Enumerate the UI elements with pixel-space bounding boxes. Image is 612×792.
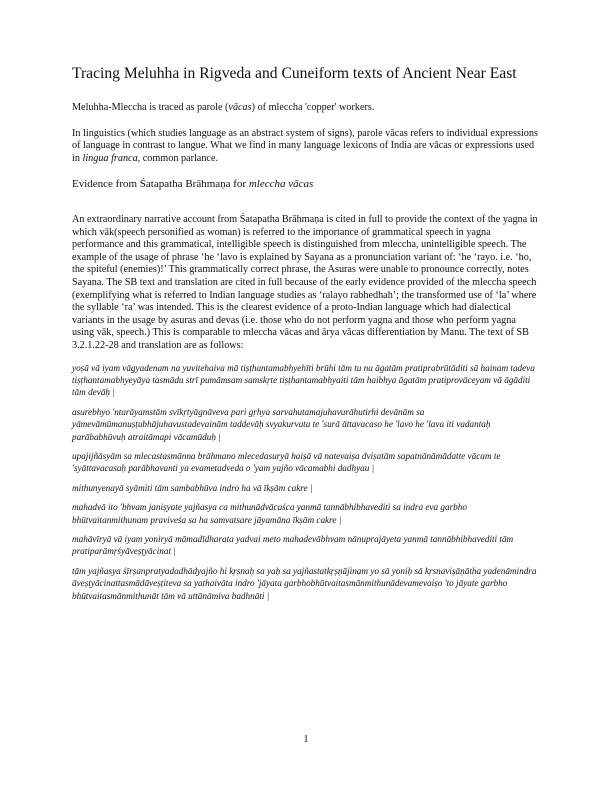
verse-3: upajijñāsyām sa mlecastasmānna brāhmano mlecedasuryā haiṣā vā natevaiṣa dviṣatām sapatnānāmādatte vācam te 'syāttavacasaḥ parābhavanti ya evametadveda o 'yam yajño vācamabhi dadhyau |: [72, 450, 501, 474]
evidence-heading: [72, 178, 540, 191]
page-number: 1: [303, 734, 309, 745]
linguistics-paragraph: [72, 128, 540, 166]
linguistics-text-em: lingua franca: [82, 152, 138, 164]
subtitle-text-pre: Meluhha-Mleccha is traced as parole (: [72, 102, 229, 113]
subtitle-paragraph: [72, 102, 540, 115]
subtitle-text-post: ) of mleccha 'copper' workers.: [251, 102, 375, 113]
linguistics-text-post: , common parlance.: [137, 152, 219, 164]
verse-5: mahadvā ito 'bhvam janiṣyate yajñasya ca mithunādvācaśca yanmā tannābhibhavediti sa indra eva garbho bhūtvaitanmithunam praviveśa sa ha samvatsare jāyamāna īkṣām cakre |: [72, 502, 467, 525]
evidence-text-em: mleccha vācas: [248, 178, 314, 191]
linguistics-text-pre: In linguistics (which studies language as an abstract system of signs), parole vācas refers to individual expressions of language in contrast to langue. What we find in many language lexicons of India are vācas or expressions used in: [72, 127, 538, 164]
main-paragraph: An extraordinary narrative account from Śatapatha Brāhmaṇa is cited in full to provide the context of the yagna in which vāk(speech personified as woman) is referred to the importance of grammatical speech in yagna performance and this grammatical, intelligible speech is distinguished from mleccha, unintelligible speech. The example of the usage of phrase ‘he ‘lavo is explained by Sayana as a pronunciation variant of: ‘he ‘rayo. i.e. ‘ho, the spiteful (enemies)!’ This grammatically correct phrase, the Asuras were unable to pronounce correctly, notes Sayana. The SB text and translation are cited in full because of the early evidence provided of the mleccha speech (exemplifying what is referred to Indian language studies as ‘ralayo rabhedhah’; the transformed use of ‘la’ where the syllable ‘ra’ was intended. This is the clearest evidence of a proto-Indian language which had dialectical variants in the usage by asuras and devas (i.e. those who do not perform yagna and those who perform yagna using vāk, speech.) This is comparable to mleccha vācas and ārya vācas differentiation by Manu. The text of SB 3.2.1.22-28 and translation are as follows:: [72, 213, 538, 351]
document-page: [72, 64, 540, 602]
verse-4: mithunyenayā syāmiti tām sambabhūva indro ha vā īkṣām cakre |: [72, 482, 313, 493]
document-title: Tracing Meluhha in Rigveda and Cuneiform texts of Ancient Near East: [72, 65, 517, 82]
verse-6: mahāvīryā vā iyam yoniryā māmadīdharata yadvai meto mahadevābhvam nānuprajāyeta yanmā tannābhibhavediti tām pratiparāmṛśyāveṣṭyācinat |: [72, 533, 514, 557]
verse-2: asurebhyo 'ntarāyamstām svīkṛtyāgnāveva pari gṛhya sarvahutamajuhavurāhutirhi devānām sa yāmevāmūmanuṣṭubhājuhavustadevainām taddevāḥ svyakurvata te 'surā āttavacaso he 'lavo he 'lava iti vadantaḥ parābabhūvuḥ atraitāmapi vācamūduḥ |: [72, 406, 491, 442]
evidence-text-pre: Evidence from Śatapatha Brāhmaṇa for: [72, 178, 249, 191]
verse-1: yoṣā vā iyam vāgyadenam na yuvitehaiva mā tiṣṭhantamabhyehīti brūhi tām tu na āgatām pratiprabrūtāditi sā hainam tadeva tiṣṭhantamabhyeyāya tasmādu strī pumāmsam samskṛte tiṣṭhantamabhyaiti tām haibhya āgatām pratiprovāceyam vā āgāditi tām devāḥ |: [72, 362, 535, 398]
verse-7: tām yajñasya śīrṣanpratyadadhādyajño hi kṛṣnaḥ sa yaḥ sa yajñastatkṛṣṇājinam yo sā yoniḥ sā kṛsnaviṣāṇātha yadenāmindra āveṣṭyācinattasmādāveṣṭiteva sa yathaivāta indro 'jāyata garbhobhūtvaitasmānmithunādevamevaiṣo 'to jāyate garbho bhūtvaitasmānmithunāt tām vā uttānāmiva badhnāti |: [72, 565, 537, 601]
subtitle-text-em: vācas: [228, 102, 252, 113]
